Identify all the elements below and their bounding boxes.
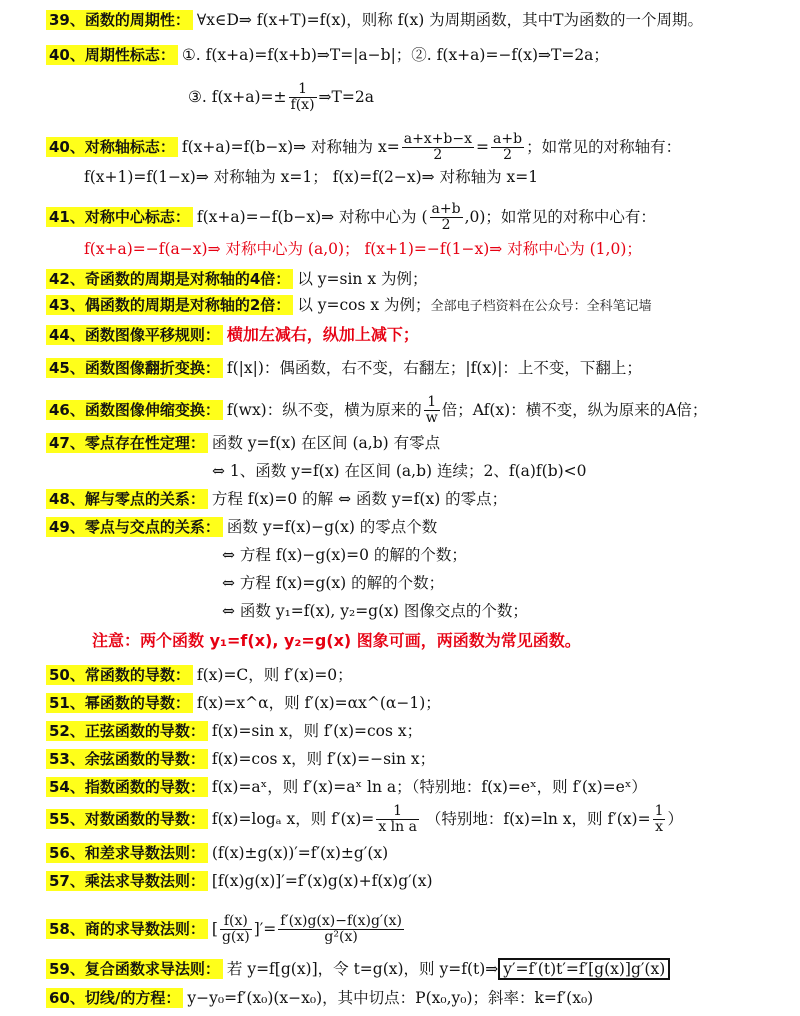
item-40-period bbox=[46, 44, 609, 66]
item-text: 倍；Af(x)：横不变，纵为原来的A倍； bbox=[441, 401, 708, 419]
fraction bbox=[289, 82, 317, 113]
boxed-formula: y′=f′(t)t′=f′[g(x)]g′(x) bbox=[498, 958, 670, 980]
item-text: ⇒T=2a bbox=[318, 88, 374, 106]
item-text: ,0)；如常见的对称中心有： bbox=[464, 208, 656, 226]
item-text: ①. f(x+a)=f(x+b)⇒T=|a−b|；②. f(x+a)=−f(x)⇒T=2a； bbox=[181, 46, 609, 64]
item-label: 40、周期性标志： bbox=[46, 45, 178, 65]
item-label: 60、切线/的方程： bbox=[46, 988, 183, 1008]
item-40-axis-line2 bbox=[84, 166, 538, 188]
fraction-den: 2 bbox=[503, 147, 512, 163]
item-39 bbox=[46, 9, 703, 31]
item-label: 46、函数图像伸缩变换： bbox=[46, 400, 223, 420]
fraction bbox=[430, 202, 463, 233]
item-text: 函数 y=f(x) 在区间 (a,b) 有零点 bbox=[211, 434, 441, 452]
item-50 bbox=[46, 664, 353, 686]
item-text: (f(x)±g(x))′=f′(x)±g′(x) bbox=[211, 844, 389, 862]
item-text: f(x)=sin x，则 f′(x)=cos x； bbox=[211, 722, 423, 740]
item-label: 58、商的求导数法则： bbox=[46, 919, 208, 939]
item-49-line4 bbox=[222, 600, 528, 622]
fraction-num: a+x+b−x bbox=[403, 131, 473, 147]
item-text: ） bbox=[667, 810, 683, 828]
item-52 bbox=[46, 720, 422, 742]
item-57 bbox=[46, 870, 433, 892]
item-label: 40、对称轴标志： bbox=[46, 137, 178, 157]
item-44 bbox=[46, 324, 419, 346]
fraction-num: f(x) bbox=[220, 914, 252, 930]
fraction bbox=[376, 804, 419, 835]
item-text: = bbox=[476, 138, 490, 156]
item-label: 42、奇函数的周期是对称轴的4倍： bbox=[46, 269, 293, 289]
fraction-num: a+b bbox=[493, 131, 523, 147]
fraction bbox=[653, 804, 666, 835]
item-text: ⇔ 方程 f(x)−g(x)=0 的解的个数； bbox=[222, 546, 467, 564]
item-41 bbox=[46, 202, 656, 233]
item-label: 45、函数图像翻折变换： bbox=[46, 358, 223, 378]
item-label: 59、复合函数求导法则： bbox=[46, 959, 223, 979]
item-label: 51、幂函数的导数： bbox=[46, 693, 193, 713]
item-58 bbox=[46, 914, 406, 945]
item-label: 41、对称中心标志： bbox=[46, 207, 193, 227]
item-text: 横加左减右，纵加上减下； bbox=[226, 325, 419, 344]
item-59 bbox=[46, 958, 670, 980]
item-text: f(x)=aˣ，则 f′(x)=aˣ ln a；（特别地：f(x)=eˣ，则 f′(x)=eˣ） bbox=[211, 778, 647, 796]
fraction-den: x bbox=[655, 819, 663, 835]
item-text: 若 y=f[g(x)]，令 t=g(x)，则 y=f(t)⇒ bbox=[226, 960, 499, 978]
item-40-axis bbox=[46, 132, 681, 163]
fraction-num: 1 bbox=[376, 804, 419, 820]
item-text: [f(x)g(x)]′=f′(x)g(x)+f(x)g′(x) bbox=[211, 872, 433, 890]
fraction-num: f′(x)g(x)−f(x)g′(x) bbox=[280, 913, 402, 929]
item-text: f(x)=logₐ x，则 f′(x)= bbox=[211, 810, 375, 828]
item-54 bbox=[46, 776, 647, 798]
fraction-den: x ln a bbox=[378, 819, 417, 835]
item-text: [ bbox=[211, 920, 218, 938]
item-47 bbox=[46, 432, 440, 454]
item-text: ③. f(x+a)=± bbox=[188, 88, 287, 106]
item-text: f(x+a)=−f(a−x)⇒ 对称中心为 (a,0)； f(x+1)=−f(1−x)⇒ 对称中心为 (1,0)； bbox=[84, 240, 642, 258]
item-49-line3 bbox=[222, 572, 444, 594]
item-label: 47、零点存在性定理： bbox=[46, 433, 208, 453]
item-label: 49、零点与交点的关系： bbox=[46, 517, 223, 537]
item-text: 方程 f(x)=0 的解 ⇔ 函数 y=f(x) 的零点； bbox=[211, 490, 508, 508]
item-text: （特别地：f(x)=ln x，则 f′(x)= bbox=[420, 810, 651, 828]
item-text: 函数 y=f(x)−g(x) 的零点个数 bbox=[226, 518, 438, 536]
item-49 bbox=[46, 516, 437, 538]
fraction bbox=[220, 914, 252, 945]
fraction-den: 2 bbox=[441, 217, 451, 233]
fraction-den: w bbox=[425, 410, 438, 426]
fraction-den: 2 bbox=[433, 147, 443, 163]
item-text: f(x+a)=f(b−x)⇒ 对称轴为 x= bbox=[181, 138, 400, 156]
fraction bbox=[402, 132, 474, 163]
item-42 bbox=[46, 268, 428, 290]
item-label: 48、解与零点的关系： bbox=[46, 489, 208, 509]
item-text: ]′= bbox=[253, 920, 277, 938]
fraction bbox=[491, 132, 524, 163]
item-text: f(x)=C，则 f′(x)=0； bbox=[196, 666, 353, 684]
item-label: 50、常函数的导数： bbox=[46, 665, 193, 685]
item-49-note bbox=[92, 630, 581, 652]
fraction-num: a+b bbox=[431, 201, 461, 217]
item-46 bbox=[46, 395, 707, 426]
fraction-den: g²(x) bbox=[324, 929, 358, 945]
item-text: f(x+a)=−f(b−x)⇒ 对称中心为 ( bbox=[196, 208, 428, 226]
item-text: ⇔ 函数 y₁=f(x), y₂=g(x) 图像交点的个数； bbox=[222, 602, 528, 620]
item-55 bbox=[46, 804, 683, 835]
item-text: y−y₀=f′(x₀)(x−x₀)，其中切点：P(x₀,y₀)；斜率：k=f′(x₀) bbox=[187, 989, 594, 1007]
fraction-den: g(x) bbox=[221, 929, 250, 945]
item-text: ⇔ 1、函数 y=f(x) 在区间 (a,b) 连续；2、f(a)f(b)<0 bbox=[212, 462, 587, 480]
item-text: 以 y=cos x 为例； bbox=[297, 296, 431, 314]
item-label: 52、正弦函数的导数： bbox=[46, 721, 208, 741]
item-text: f(|x|)：偶函数，右不变，右翻左；|f(x)|：上不变，下翻上； bbox=[226, 359, 642, 377]
item-text: 以 y=sin x 为例； bbox=[297, 270, 428, 288]
fraction-num: 1 bbox=[654, 803, 664, 819]
note-text: 注意：两个函数 y₁=f(x), y₂=g(x) 图象可画，两函数为常见函数。 bbox=[92, 631, 581, 650]
item-label: 55、对数函数的导数： bbox=[46, 809, 208, 829]
fraction bbox=[278, 914, 404, 945]
item-text: f(x+1)=f(1−x)⇒ 对称轴为 x=1； f(x)=f(2−x)⇒ 对称轴为 x=1 bbox=[84, 168, 539, 186]
item-43 bbox=[46, 294, 652, 318]
item-41-red-line bbox=[84, 238, 642, 260]
item-label: 56、和差求导数法则： bbox=[46, 843, 208, 863]
item-text: f(wx)：纵不变，横为原来的 bbox=[226, 401, 422, 419]
item-56 bbox=[46, 842, 388, 864]
item-text: ⇔ 方程 f(x)=g(x) 的解的个数； bbox=[222, 574, 445, 592]
item-label: 44、函数图像平移规则： bbox=[46, 325, 223, 345]
fraction-num: 1 bbox=[289, 82, 317, 98]
item-60 bbox=[46, 987, 593, 1009]
item-48 bbox=[46, 488, 507, 510]
fraction bbox=[424, 395, 440, 426]
item-text: ∀x∈D⇒ f(x+T)=f(x)，则称 f(x) 为周期函数，其中T为函数的一个周期。 bbox=[196, 11, 704, 29]
item-label: 54、指数函数的导数： bbox=[46, 777, 208, 797]
item-label: 53、余弦函数的导数： bbox=[46, 749, 208, 769]
fraction-num: 1 bbox=[424, 395, 440, 411]
item-53 bbox=[46, 748, 435, 770]
item-text: f(x)=x^α，则 f′(x)=αx^(α−1)； bbox=[196, 694, 441, 712]
item-label: 57、乘法求导数法则： bbox=[46, 871, 208, 891]
item-text: f(x)=cos x，则 f′(x)=−sin x； bbox=[211, 750, 436, 768]
item-47-line2 bbox=[212, 460, 587, 482]
note-text: 全部电子档资料在公众号：全科笔记墙 bbox=[430, 299, 652, 314]
item-49-line2 bbox=[222, 544, 467, 566]
fraction-den: f(x) bbox=[290, 97, 315, 113]
item-label: 39、函数的周期性： bbox=[46, 10, 193, 30]
item-40-period-line2 bbox=[188, 82, 374, 113]
item-51 bbox=[46, 692, 441, 714]
item-label: 43、偶函数的周期是对称轴的2倍： bbox=[46, 295, 293, 315]
item-text: ；如常见的对称轴有： bbox=[526, 138, 682, 156]
item-45 bbox=[46, 357, 642, 379]
